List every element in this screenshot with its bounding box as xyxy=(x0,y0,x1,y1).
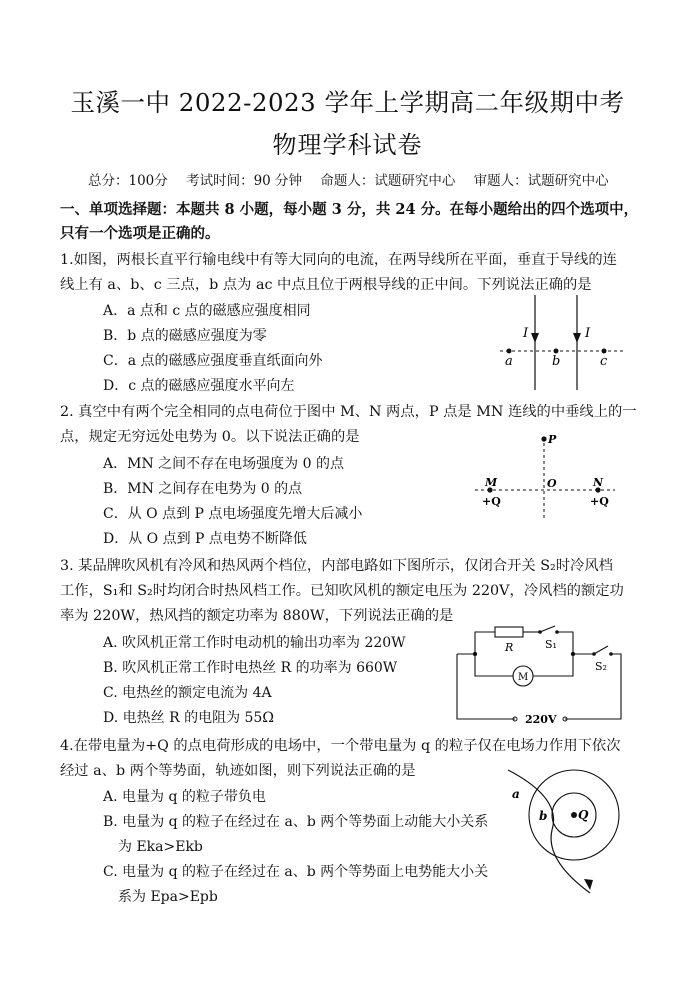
q4-option-b-cont: 为 Eka>Ekb xyxy=(118,839,203,855)
label-voltage: 220V xyxy=(525,713,557,724)
q4-figure-equipotential xyxy=(500,768,650,898)
meta-setter: 命题人：试题研究中心 xyxy=(320,173,456,189)
label-s1: S₁ xyxy=(545,638,557,651)
point-p xyxy=(541,436,546,441)
q1-stem-line2: 线上有 a、b、c 三点，b 点为 ac 中点且位于两根导线的正中间。下列说法正确的是 xyxy=(60,277,592,293)
q3-option-c: C. 电热丝的额定电流为 4A xyxy=(103,685,272,701)
label-m: M xyxy=(485,476,498,489)
particle-trajectory xyxy=(508,770,590,893)
q4-option-b: B. 电量为 q 的粒子在经过在 a、b 两个等势面上动能大小关系 xyxy=(103,814,489,830)
label-motor: M xyxy=(518,672,529,683)
q2-option-c: C．从 O 点到 P 点电场强度先增大后减小 xyxy=(103,506,363,522)
q4-option-a: A. 电量为 q 的粒子带负电 xyxy=(103,789,266,805)
q4-option-c-cont: 系为 Epa>Epb xyxy=(118,889,218,905)
point-c xyxy=(602,349,607,354)
q2-figure-point-charges xyxy=(470,425,620,520)
q3-option-b: B. 吹风机正常工作时电热丝 R 的功率为 660W xyxy=(103,660,398,676)
meta-exam-time: 考试时间：90 分钟 xyxy=(186,173,303,189)
label-b: b xyxy=(552,354,561,369)
q2-option-d: D．从 O 点到 P 点电势不断降低 xyxy=(103,531,307,547)
label-a: a xyxy=(512,787,520,801)
point-b xyxy=(554,349,559,354)
q2-stem-line1: 2. 真空中有两个完全相同的点电荷位于图中 M、N 两点，P 点是 MN 连线的中垂线上的一 xyxy=(60,404,637,420)
q4-option-c: C. 电量为 q 的粒子在经过在 a、b 两个等势面上电势能大小关 xyxy=(103,864,489,880)
q1-option-d: D．c 点的磁感应强度水平向左 xyxy=(103,378,295,394)
q1-option-c: C．a 点的磁感应强度垂直纸面向外 xyxy=(103,353,323,369)
label-c: c xyxy=(600,354,608,369)
q3-stem-line3: 率为 220W，热风挡的额定功率为 880W，下列说法正确的是 xyxy=(60,608,454,624)
label-b: b xyxy=(539,809,548,823)
label-plus-q-right: +Q xyxy=(590,495,609,508)
label-s2: S₂ xyxy=(595,660,607,673)
q2-option-b: B．MN 之间存在电势为 0 的点 xyxy=(103,481,303,497)
meta-total-score: 总分：100分 xyxy=(88,173,168,189)
point-a xyxy=(507,349,512,354)
section-heading-line2: 只有一个选项是正确的。 xyxy=(60,225,220,242)
label-p: P xyxy=(548,433,557,446)
q3-stem-line2: 工作，S₁和 S₂时均闭合时热风档工作。已知吹风机的额定电压为 220V，冷风档的额定功 xyxy=(60,583,624,599)
label-q: Q xyxy=(578,808,589,822)
q3-option-a: A. 吹风机正常工作时电动机的输出功率为 220W xyxy=(103,635,406,651)
label-o: O xyxy=(547,477,557,490)
label-a: a xyxy=(505,354,513,369)
label-plus-q-left: +Q xyxy=(482,495,501,508)
meta-reviewer: 审题人：试题研究中心 xyxy=(473,173,609,189)
section-heading-line1: 一、单项选择题：本题共 8 小题，每小题 3 分，共 24 分。在每小题给出的四个选项中， xyxy=(60,201,639,218)
switch-s1 xyxy=(540,626,555,632)
label-current-left: I xyxy=(523,326,529,341)
q1-stem-line1: 1.如图，两根长直平行输电线中有等大同向的电流，在两导线所在平面，垂直于导线的连 xyxy=(60,252,617,268)
current-arrow-right-icon xyxy=(573,333,581,343)
resistor-r xyxy=(495,627,523,637)
exam-meta xyxy=(88,169,623,189)
q4-stem-line2: 经过 a、b 两个等势面，轨迹如图，则下列说法正确的是 xyxy=(60,763,416,779)
exam-subtitle: 物理学科试卷 xyxy=(272,131,423,159)
q1-option-a: A．a 点和 c 点的磁感应强度相同 xyxy=(103,303,311,319)
charge-q xyxy=(571,812,577,818)
q1-figure-parallel-wires xyxy=(495,295,630,395)
q3-stem-line1: 3. 某品牌吹风机有冷风和热风两个档位，内部电路如下图所示，仅闭合开关 S₂时冷风档 xyxy=(60,558,613,574)
q2-stem-line2: 点，规定无穷远处电势为 0。以下说法正确的是 xyxy=(60,429,360,445)
trajectory-arrow-icon xyxy=(584,879,593,890)
current-arrow-left-icon xyxy=(531,333,539,343)
q2-option-a: A．MN 之间不存在电场强度为 0 的点 xyxy=(103,456,344,472)
q3-option-d: D. 电热丝 R 的电阻为 55Ω xyxy=(103,710,274,726)
label-current-right: I xyxy=(585,326,591,341)
q4-stem-line1: 4.在带电量为+Q 的点电荷形成的电场中，一个带电量为 q 的粒子仅在电场力作用下依次 xyxy=(60,738,621,754)
label-r: R xyxy=(505,641,514,654)
label-n: N xyxy=(593,476,604,489)
switch-s2 xyxy=(594,646,608,654)
exam-title: 玉溪一中 2022-2023 学年上学期高二年级期中考 xyxy=(70,88,625,117)
q1-option-b: B．b 点的磁感应强度为零 xyxy=(103,328,267,344)
q3-figure-hairdryer-circuit xyxy=(455,624,625,724)
